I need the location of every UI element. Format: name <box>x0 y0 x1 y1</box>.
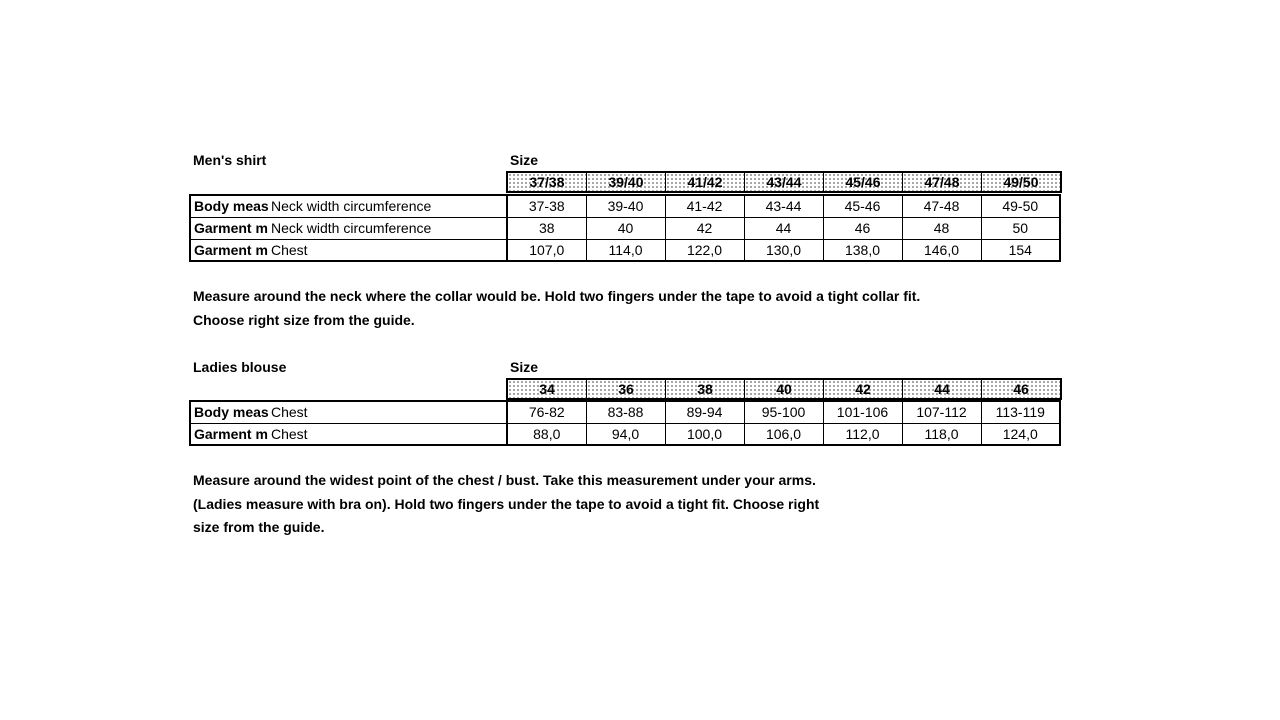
size-header-cell: 45/46 <box>824 173 903 191</box>
table-cell: 107,0 <box>507 239 586 261</box>
table-cell: 114,0 <box>586 239 665 261</box>
table-cell: 122,0 <box>665 239 744 261</box>
size-header-cell: 46 <box>982 380 1060 398</box>
table-cell: 112,0 <box>823 423 902 445</box>
row-category: Garment m <box>190 217 270 239</box>
ladies-blouse-size-label: Size <box>510 359 539 375</box>
size-header-cell: 44 <box>903 380 982 398</box>
table-cell: 100,0 <box>665 423 744 445</box>
table-cell: 89-94 <box>665 401 744 423</box>
table-cell: 154 <box>981 239 1060 261</box>
table-cell: 113-119 <box>981 401 1060 423</box>
table-cell: 44 <box>744 217 823 239</box>
ladies-blouse-title: Ladies blouse <box>193 359 287 375</box>
mens-shirt-title: Men's shirt <box>193 152 267 168</box>
row-measure: Neck width circumference <box>270 195 507 217</box>
ladies-blouse-size-header <box>506 378 1062 400</box>
size-header-cell: 47/48 <box>903 173 982 191</box>
table-row <box>190 401 1060 423</box>
row-category: Garment m <box>190 239 270 261</box>
table-cell: 39-40 <box>586 195 665 217</box>
instruction-line: (Ladies measure with bra on). Hold two fingers under the tape to avoid a tight fit. Choose right <box>193 495 820 512</box>
table-cell: 48 <box>902 217 981 239</box>
table-cell: 38 <box>507 217 586 239</box>
table-cell: 130,0 <box>744 239 823 261</box>
mens-shirt-size-label: Size <box>510 152 539 168</box>
size-header-cell: 41/42 <box>666 173 745 191</box>
size-header-cell: 40 <box>745 380 824 398</box>
table-cell: 124,0 <box>981 423 1060 445</box>
table-cell: 138,0 <box>823 239 902 261</box>
table-cell: 146,0 <box>902 239 981 261</box>
row-measure: Chest <box>270 239 507 261</box>
table-cell: 41-42 <box>665 195 744 217</box>
row-measure: Chest <box>270 423 507 445</box>
row-measure: Chest <box>270 401 507 423</box>
size-header-cell: 39/40 <box>587 173 666 191</box>
table-cell: 43-44 <box>744 195 823 217</box>
size-header-cell: 42 <box>824 380 903 398</box>
instruction-line: Choose right size from the guide. <box>193 311 415 328</box>
table-row <box>190 195 1060 217</box>
row-category: Body meas <box>190 195 270 217</box>
table-cell: 107-112 <box>902 401 981 423</box>
table-cell: 37-38 <box>507 195 586 217</box>
size-header-cell: 49/50 <box>982 173 1060 191</box>
table-row <box>190 217 1060 239</box>
size-header-cell: 43/44 <box>745 173 824 191</box>
table-cell: 118,0 <box>902 423 981 445</box>
mens-shirt-instructions <box>193 285 920 332</box>
size-header-cell: 36 <box>587 380 666 398</box>
table-cell: 42 <box>665 217 744 239</box>
table-cell: 94,0 <box>586 423 665 445</box>
table-cell: 88,0 <box>507 423 586 445</box>
table-row <box>190 239 1060 261</box>
size-header-cell: 37/38 <box>508 173 587 191</box>
table-row <box>190 423 1060 445</box>
table-cell: 47-48 <box>902 195 981 217</box>
table-cell: 95-100 <box>744 401 823 423</box>
size-header-cell: 38 <box>666 380 745 398</box>
table-cell: 106,0 <box>744 423 823 445</box>
size-header-cell: 34 <box>508 380 587 398</box>
instruction-line: Measure around the neck where the collar would be. Hold two fingers under the tape to avoid a tight collar fit. <box>193 288 921 304</box>
table-cell: 46 <box>823 217 902 239</box>
table-cell: 49-50 <box>981 195 1060 217</box>
instruction-line: Measure around the widest point of the chest / bust. Take this measurement under your arms. <box>193 472 816 488</box>
table-cell: 83-88 <box>586 401 665 423</box>
ladies-blouse-instructions <box>193 469 819 540</box>
table-cell: 76-82 <box>507 401 586 423</box>
instruction-line: size from the guide. <box>193 519 325 535</box>
table-cell: 45-46 <box>823 195 902 217</box>
ladies-blouse-table <box>189 400 1061 446</box>
row-category: Body meas <box>190 401 270 423</box>
table-cell: 50 <box>981 217 1060 239</box>
table-cell: 101-106 <box>823 401 902 423</box>
mens-shirt-table <box>189 194 1061 262</box>
row-measure: Neck width circumference <box>270 217 507 239</box>
table-cell: 40 <box>586 217 665 239</box>
mens-shirt-size-header <box>506 171 1062 193</box>
row-category: Garment m <box>190 423 270 445</box>
